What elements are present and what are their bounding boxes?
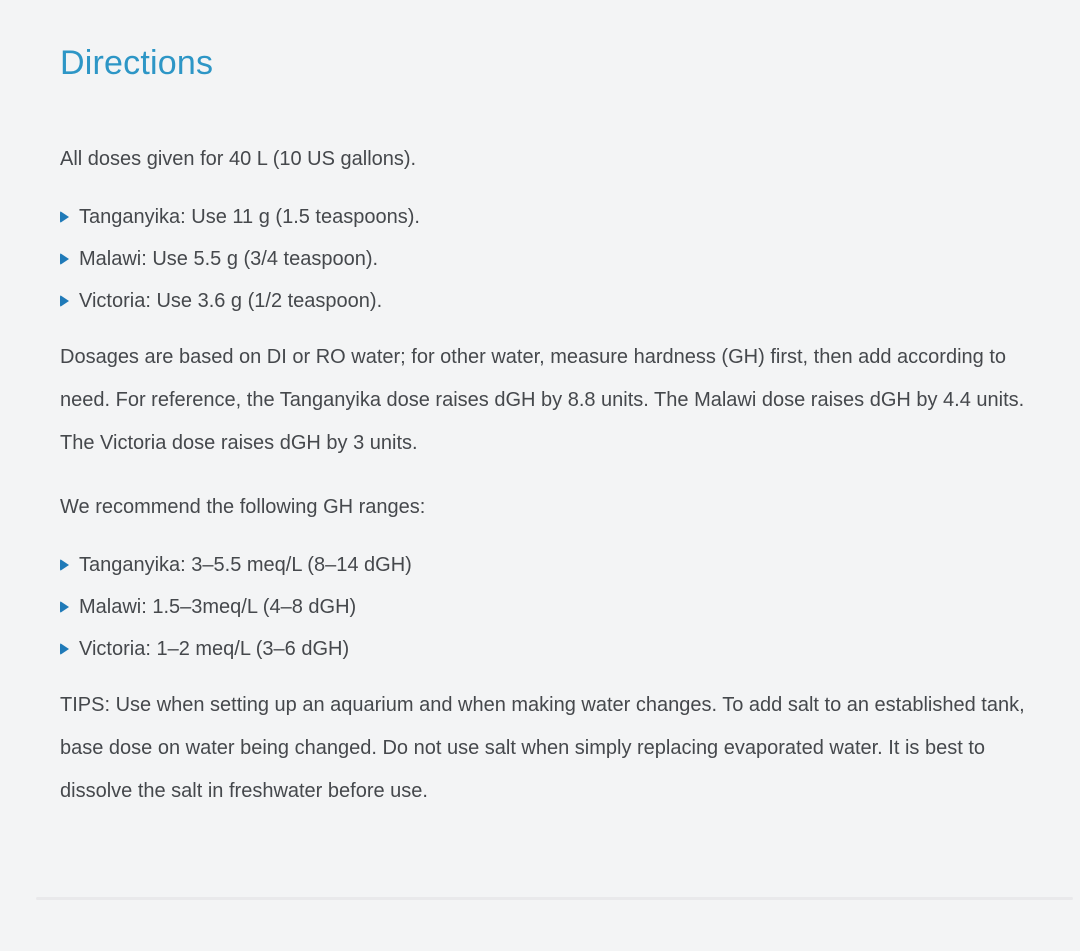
list-item bbox=[60, 196, 1035, 238]
range-list bbox=[60, 544, 1035, 670]
list-item bbox=[60, 544, 1035, 586]
dose-list bbox=[60, 196, 1035, 322]
list-item-text: Malawi: Use 5.5 g (3/4 teaspoon). bbox=[79, 248, 379, 270]
list-item bbox=[60, 238, 1035, 280]
list-item-text: Malawi: 1.5–3meq/L (4–8 dGH) bbox=[79, 596, 357, 618]
list-item-text: Victoria: 1–2 meq/L (3–6 dGH) bbox=[79, 638, 350, 660]
ranges-intro-text: We recommend the following GH ranges: bbox=[60, 496, 426, 518]
bottom-divider bbox=[36, 897, 1073, 900]
bullet-triangle-icon bbox=[60, 601, 69, 613]
list-item bbox=[60, 586, 1035, 628]
bullet-triangle-icon bbox=[60, 295, 69, 307]
list-item bbox=[60, 628, 1035, 670]
bullet-triangle-icon bbox=[60, 643, 69, 655]
intro-text: All doses given for 40 L (10 US gallons). bbox=[60, 148, 417, 170]
bullet-triangle-icon bbox=[60, 211, 69, 223]
list-item-text: Victoria: Use 3.6 g (1/2 teaspoon). bbox=[79, 290, 383, 312]
tips-text: TIPS: Use when setting up an aquarium and when making water changes. To add salt to an established tank, base dose on water being changed. Do not use salt when simply replacing evaporated water. It is best to dissolve the salt in freshwater before use. bbox=[60, 694, 1025, 802]
dosage-note-text: Dosages are based on DI or RO water; for other water, measure hardness (GH) first, then add according to need. For reference, the Tanganyika dose raises dGH by 8.8 units. The Malawi dose raises dGH by 4.4 units. The Victoria dose raises dGH by 3 units. bbox=[60, 346, 1025, 454]
bullet-triangle-icon bbox=[60, 253, 69, 265]
list-item bbox=[60, 280, 1035, 322]
page-title: Directions bbox=[60, 44, 214, 82]
bullet-triangle-icon bbox=[60, 559, 69, 571]
list-item-text: Tanganyika: Use 11 g (1.5 teaspoons). bbox=[79, 206, 420, 228]
list-item-text: Tanganyika: 3–5.5 meq/L (8–14 dGH) bbox=[79, 554, 412, 576]
